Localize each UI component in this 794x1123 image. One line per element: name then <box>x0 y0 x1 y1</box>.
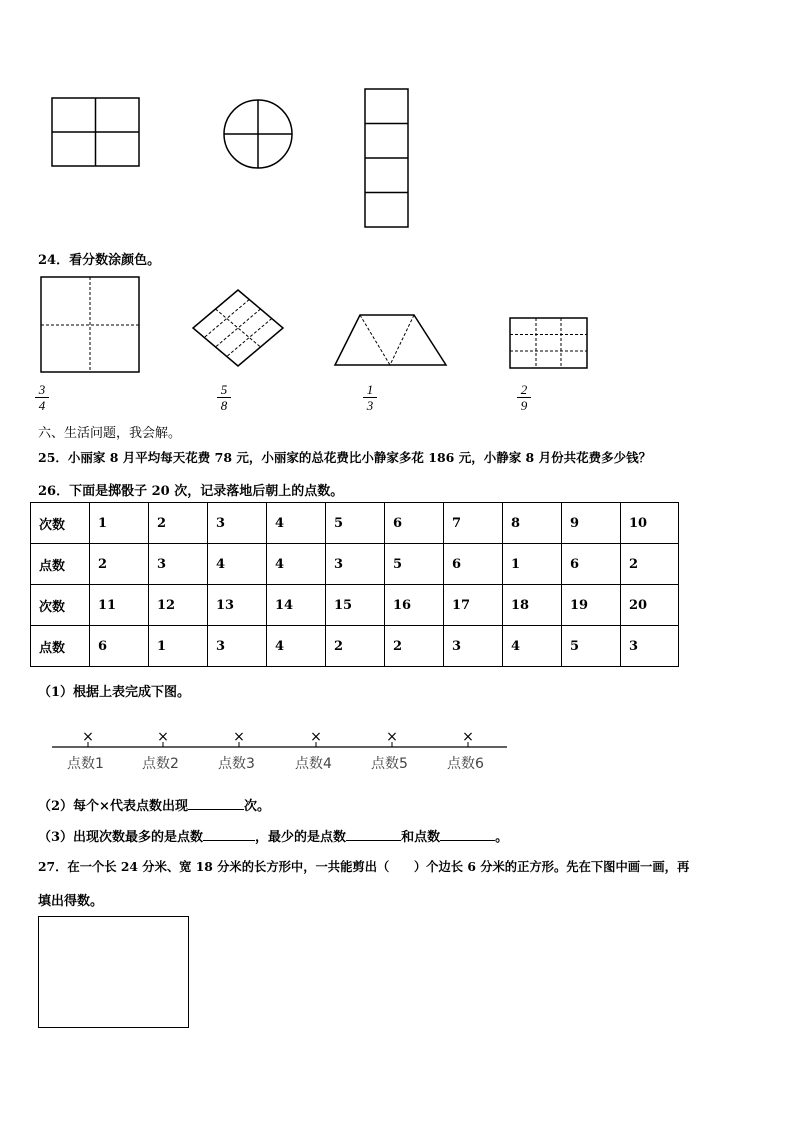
q26-sub2-prefix: （2）每个×代表点数出现 <box>38 799 188 814</box>
number-line-label: 点数3 <box>218 756 255 772</box>
table-cell: 2 <box>149 503 208 544</box>
fraction-numerator: 5 <box>220 382 228 397</box>
fraction-denominator: 3 <box>366 398 374 413</box>
circle-four-parts-figure <box>224 100 292 168</box>
q24-square-figure <box>41 277 139 372</box>
table-cell: 2 <box>326 626 385 667</box>
table-cell: 4 <box>267 544 326 585</box>
number-line-label: 点数1 <box>67 756 104 772</box>
column-four-parts-figure <box>365 89 408 227</box>
table-cell: 13 <box>208 585 267 626</box>
table-cell: 17 <box>444 585 503 626</box>
table-cell: 9 <box>562 503 621 544</box>
number-line-label: 点数4 <box>295 756 332 772</box>
table-cell: 3 <box>208 503 267 544</box>
fraction-5-8 <box>217 383 231 412</box>
q27-line2: 填出得数。 <box>38 894 104 909</box>
answer-blank[interactable] <box>203 828 255 841</box>
table-cell: 14 <box>267 585 326 626</box>
table-cell: 2 <box>621 544 679 585</box>
table-cell: 15 <box>326 585 385 626</box>
table-cell: 20 <box>621 585 679 626</box>
q26-sub3 <box>38 826 508 845</box>
q26-sub1: （1）根据上表完成下图。 <box>38 685 191 700</box>
table-cell: 1 <box>149 626 208 667</box>
table-row <box>31 544 679 585</box>
fraction-denominator: 8 <box>220 398 228 413</box>
answer-blank[interactable] <box>440 828 495 841</box>
section-6-heading: 六、生活问题，我会解。 <box>38 426 182 441</box>
cross-mark: × <box>310 729 322 745</box>
table-cell: 2 <box>90 544 149 585</box>
q24-shapes <box>0 270 794 380</box>
fraction-1-3 <box>363 383 377 412</box>
row-header: 次数 <box>31 503 90 544</box>
q26-sub3-and: 和点数 <box>401 830 441 845</box>
q24-diamond-figure <box>193 290 283 366</box>
table-cell: 6 <box>90 626 149 667</box>
table-cell: 10 <box>621 503 679 544</box>
fraction-denominator: 4 <box>38 398 46 413</box>
table-cell: 11 <box>90 585 149 626</box>
table-cell: 7 <box>444 503 503 544</box>
table-cell: 6 <box>562 544 621 585</box>
row-header: 点数 <box>31 626 90 667</box>
q24-rectangle-figure <box>510 318 587 368</box>
table-cell: 3 <box>621 626 679 667</box>
table-row <box>31 626 679 667</box>
table-cell: 1 <box>90 503 149 544</box>
fraction-denominator: 9 <box>520 398 528 413</box>
number-line-label: 点数2 <box>142 756 179 772</box>
table-cell: 5 <box>326 503 385 544</box>
cross-mark: × <box>157 729 169 745</box>
table-cell: 12 <box>149 585 208 626</box>
q26-sub3-end: 。 <box>495 830 509 845</box>
fraction-numerator: 2 <box>520 382 528 397</box>
fraction-numerator: 3 <box>38 382 46 397</box>
q26-sub2 <box>38 795 270 814</box>
table-cell: 8 <box>503 503 562 544</box>
table-cell: 6 <box>444 544 503 585</box>
table-cell: 4 <box>267 626 326 667</box>
cross-mark: × <box>82 729 94 745</box>
answer-blank[interactable] <box>188 797 244 810</box>
row-header: 次数 <box>31 585 90 626</box>
table-cell: 18 <box>503 585 562 626</box>
q25-text: 25．小丽家 8 月平均每天花费 78 元，小丽家的总花费比小静家多花 186 元，小静家 8 月份共花费多少钱？ <box>38 450 652 465</box>
table-cell: 5 <box>385 544 444 585</box>
square-four-parts-figure <box>52 98 139 166</box>
table-cell: 3 <box>149 544 208 585</box>
q24-trapezoid-figure <box>335 315 446 365</box>
fraction-numerator: 1 <box>366 382 374 397</box>
answer-blank[interactable] <box>346 828 401 841</box>
table-cell: 6 <box>385 503 444 544</box>
q24-title: 24．看分数涂颜色。 <box>38 253 161 268</box>
q26-title: 26．下面是掷骰子 20 次，记录落地后朝上的点数。 <box>38 484 344 499</box>
fraction-2-9 <box>517 383 531 412</box>
table-row <box>31 585 679 626</box>
q27-line1: 27．在一个长 24 分米、宽 18 分米的长方形中，一共能剪出（ ）个边长 6 分米的正方形。先在下图中画一画，再 <box>38 859 690 874</box>
row-header: 点数 <box>31 544 90 585</box>
fraction-3-4 <box>35 383 49 412</box>
table-cell: 2 <box>385 626 444 667</box>
cross-mark: × <box>233 729 245 745</box>
number-line <box>0 725 794 755</box>
dice-results-table <box>30 502 679 667</box>
table-cell: 3 <box>326 544 385 585</box>
cross-mark: × <box>386 729 398 745</box>
q26-sub3-middle: ，最少的是点数 <box>255 830 347 845</box>
top-figures <box>0 0 794 240</box>
table-cell: 5 <box>562 626 621 667</box>
cross-mark: × <box>462 729 474 745</box>
table-cell: 4 <box>503 626 562 667</box>
table-cell: 16 <box>385 585 444 626</box>
number-line-label: 点数5 <box>371 756 408 772</box>
table-cell: 19 <box>562 585 621 626</box>
table-cell: 4 <box>267 503 326 544</box>
table-cell: 4 <box>208 544 267 585</box>
table-row <box>31 503 679 544</box>
table-cell: 3 <box>444 626 503 667</box>
q27-rectangle-drawing-area[interactable] <box>38 916 189 1028</box>
table-cell: 3 <box>208 626 267 667</box>
number-line-label: 点数6 <box>447 756 484 772</box>
q26-sub2-suffix: 次。 <box>243 799 270 814</box>
q26-sub3-prefix: （3）出现次数最多的是点数 <box>38 830 204 845</box>
table-cell: 1 <box>503 544 562 585</box>
